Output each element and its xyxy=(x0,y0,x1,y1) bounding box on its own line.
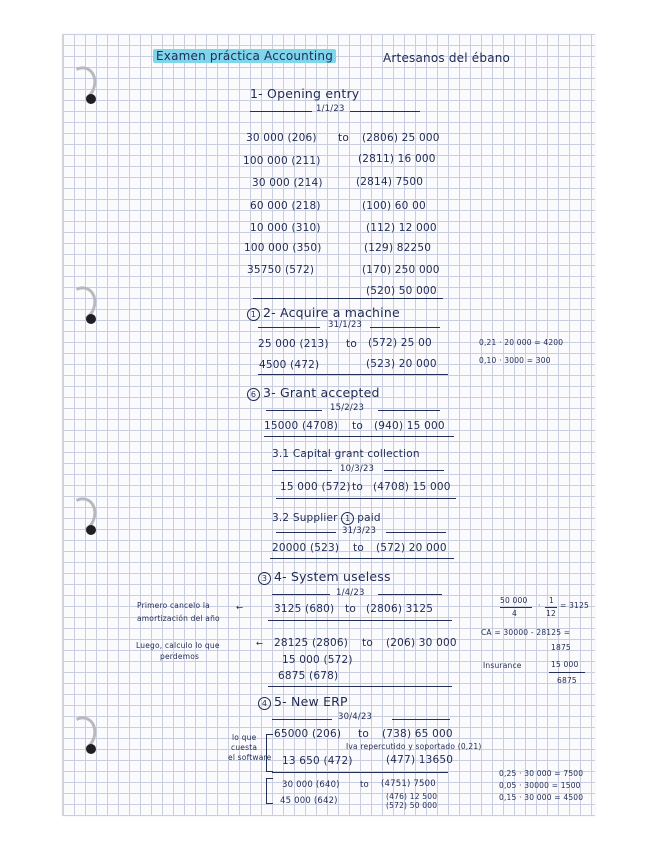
s4-row-3-debit: 15 000 (572) xyxy=(282,654,353,666)
s2-row-2-credit: (523) 20 000 xyxy=(366,358,437,370)
binder-ring-4 xyxy=(66,716,96,756)
s1-row-1-to: to xyxy=(338,132,349,144)
s3-row-credit: (940) 15 000 xyxy=(374,420,445,432)
s4-row-2-credit: (206) 30 000 xyxy=(386,637,457,649)
s4-row-1-debit: 3125 (680) xyxy=(274,603,335,615)
s5-note-line-2: cuesta xyxy=(231,743,258,752)
s1-row-5-debit: 10 000 (310) xyxy=(250,222,321,234)
section-2-date: 31/1/23 xyxy=(328,320,363,330)
s5-row-1-to: to xyxy=(358,728,369,740)
s2-row-1-debit: 25 000 (213) xyxy=(258,338,329,350)
s1-row-2-credit: (2811) 16 000 xyxy=(358,153,436,165)
s1-row-2-debit: 100 000 (211) xyxy=(243,155,321,167)
s3-row-to: to xyxy=(352,420,363,432)
s3-1-date: 10/3/23 xyxy=(340,464,375,474)
s5-row-2-debit: 13 650 (472) xyxy=(282,755,353,767)
s3-2-row-credit: (572) 20 000 xyxy=(376,542,447,554)
s5-side-calc-3: 0,15 · 30 000 = 4500 xyxy=(499,793,584,802)
s2-side-note-1: 0,21 · 20 000 = 4200 xyxy=(479,338,564,347)
section-2-title: 1 2- Acquire a machine xyxy=(247,305,400,321)
s1-row-5-credit: (112) 12 000 xyxy=(366,222,437,234)
s4-note-1-line-1: Primero cancelo la xyxy=(137,601,210,610)
calc-frac1-num: 50 000 xyxy=(500,596,528,605)
s5-iva-note: Iva repercutido y soportado (0,21) xyxy=(346,742,482,751)
s2-row-2-debit: 4500 (472) xyxy=(259,359,320,371)
s4-row-2-debit: 28125 (2806) xyxy=(274,637,349,649)
s1-row-8-credit: (520) 50 000 xyxy=(366,285,437,297)
s5-side-calc-1: 0,25 · 30 000 = 7500 xyxy=(499,769,584,778)
binder-ring-1 xyxy=(66,66,96,106)
calc-frac2-den: 12 xyxy=(546,609,556,618)
s1-row-4-credit: (100) 60 00 xyxy=(362,200,426,212)
s5-row-3-debit: 30 000 (640) xyxy=(282,780,340,790)
s1-row-7-debit: 35750 (572) xyxy=(247,264,315,276)
binder-ring-3 xyxy=(66,497,96,537)
calc-frac1-den: 4 xyxy=(512,609,517,618)
s1-row-6-debit: 100 000 (350) xyxy=(244,242,322,254)
s5-row-4-credit: (476) 12 500 xyxy=(386,792,438,801)
section-5-date: 30/4/23 xyxy=(338,712,373,722)
s4-row-1-credit: (2806) 3125 xyxy=(366,603,434,615)
s4-note-1-line-2: amortización del año xyxy=(137,614,220,623)
s3-row-debit: 15000 (4708) xyxy=(264,420,339,432)
s3-1-row-credit: (4708) 15 000 xyxy=(373,481,451,493)
s4-note-2-line-1: Luego, calculo lo que xyxy=(136,641,220,650)
section-5-title: 4 5- New ERP xyxy=(258,694,348,710)
section-3-title: 6 3- Grant accepted xyxy=(247,385,380,401)
s5-note-line-1: lo que xyxy=(232,733,257,742)
s3-2-date: 31/3/23 xyxy=(342,526,377,536)
s5-row-1-credit: (738) 65 000 xyxy=(382,728,453,740)
calc-result: = 3125 xyxy=(560,601,589,610)
s1-row-3-credit: (2814) 7500 xyxy=(356,176,424,188)
s5-row-3-to: to xyxy=(360,780,369,790)
s5-row-1-debit: 65000 (206) xyxy=(274,728,342,740)
binder-ring-2 xyxy=(66,286,96,326)
section-3-date: 15/2/23 xyxy=(330,403,365,413)
section-4-title: 3 4- System useless xyxy=(258,569,391,585)
s2-side-note-2: 0,10 · 3000 = 300 xyxy=(479,356,551,365)
s3-1-title: 3.1 Capital grant collection xyxy=(272,448,420,460)
s3-1-row-debit: 15 000 (572) xyxy=(280,481,351,493)
s2-row-1-to: to xyxy=(346,338,357,350)
s5-note-line-3: el software xyxy=(228,753,272,762)
calc-insurance-value: 15 000 xyxy=(551,660,579,669)
company-name: Artesanos del ébano xyxy=(383,51,511,65)
page-title: Examen práctica Accounting xyxy=(153,49,336,63)
s1-row-6-credit: (129) 82250 xyxy=(364,242,432,254)
s3-2-title: 3.2 Supplier 1 paid xyxy=(272,512,381,524)
calc-dot: · xyxy=(538,601,541,610)
section-4-date: 1/4/23 xyxy=(336,588,365,598)
calc-insurance-label: Insurance xyxy=(483,661,522,670)
s1-row-1-credit: (2806) 25 000 xyxy=(362,132,440,144)
s3-2-row-debit: 20000 (523) xyxy=(272,542,340,554)
s5-side-calc-2: 0,05 · 30000 = 1500 xyxy=(499,781,581,790)
s4-row-1-to: to xyxy=(345,603,356,615)
s5-row-3-credit: (4751) 7500 xyxy=(381,779,436,789)
s3-2-row-to: to xyxy=(353,542,364,554)
s1-row-4-debit: 60 000 (218) xyxy=(250,200,321,212)
calc-ca: CA = 30000 - 28125 = xyxy=(481,628,571,637)
s5-row-4-debit: 45 000 (642) xyxy=(280,796,338,806)
calc-ca-result: 1875 xyxy=(551,643,571,652)
calc-final: 6875 xyxy=(557,676,577,685)
s3-1-row-to: to xyxy=(352,481,363,493)
s4-note-2-line-2: perdemos xyxy=(160,652,200,661)
s1-row-7-credit: (170) 250 000 xyxy=(362,264,440,276)
calc-frac2-num: 1 xyxy=(549,596,554,605)
section-1-date: 1/1/23 xyxy=(316,104,345,114)
s1-row-1-debit: 30 000 (206) xyxy=(246,132,317,144)
section-1-title: 1- Opening entry xyxy=(250,86,360,101)
s2-row-1-credit: (572) 25 00 xyxy=(368,337,432,349)
s4-row-2-to: to xyxy=(362,637,373,649)
s4-row-4-debit: 6875 (678) xyxy=(278,670,339,682)
s1-row-3-debit: 30 000 (214) xyxy=(252,177,323,189)
s5-row-2-credit: (477) 13650 xyxy=(386,754,454,766)
s5-row-5-credit: (572) 50 000 xyxy=(386,801,438,810)
